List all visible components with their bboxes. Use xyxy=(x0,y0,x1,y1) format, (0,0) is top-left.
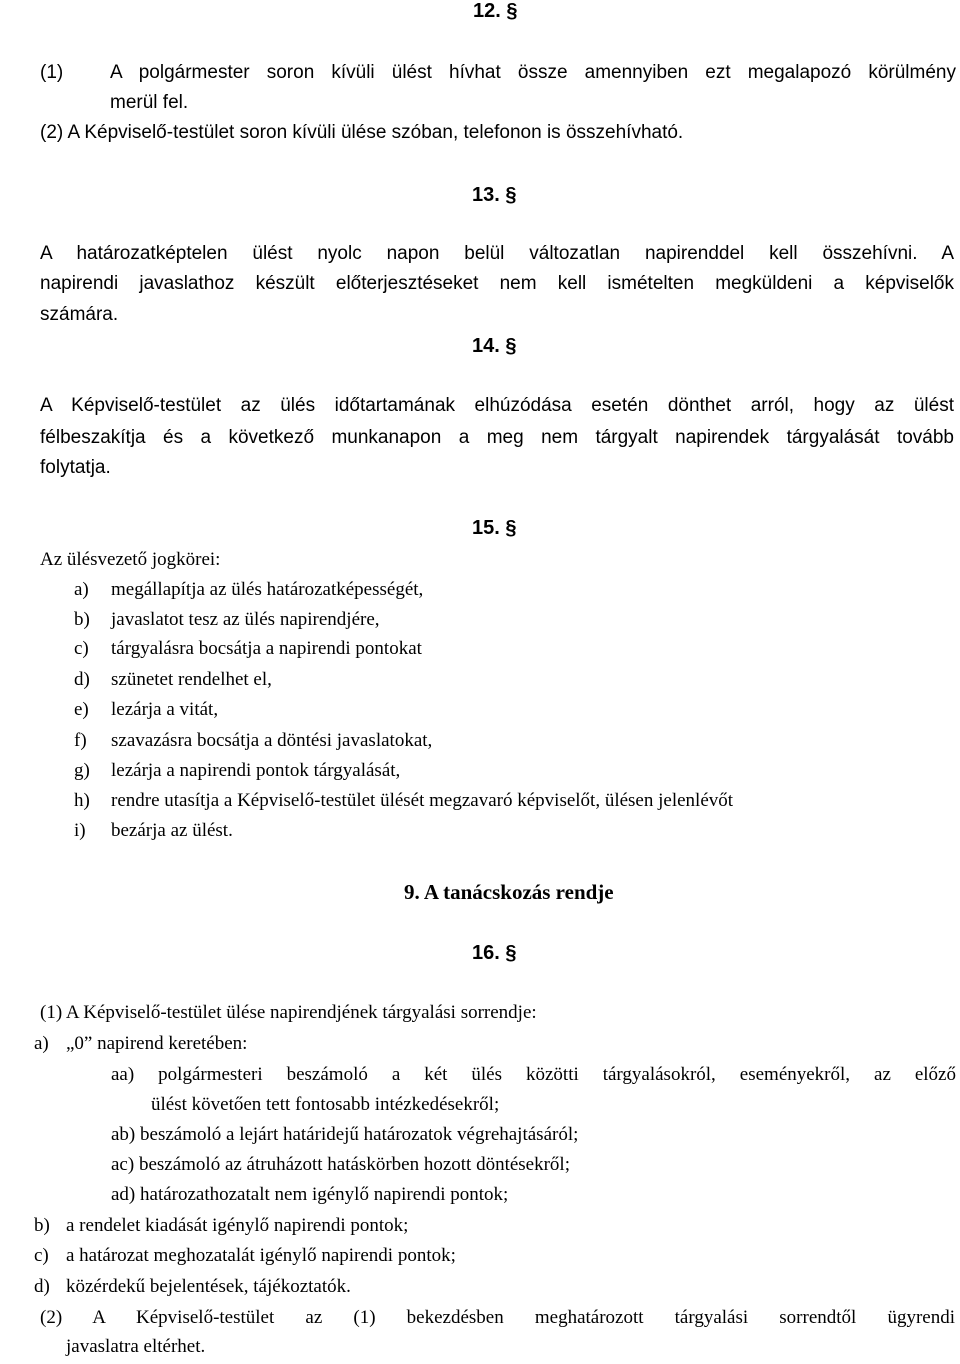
sub-item-ab: ab) beszámoló a lejárt határidejű határozatok végrehajtásáról; xyxy=(111,1124,579,1145)
list-item-marker: a) xyxy=(74,579,89,600)
list-item-text: rendre utasítja a Képviselő-testület ülését megzavaró képviselőt, ülésen jelenlévőt xyxy=(111,790,734,811)
section-13-line-3: számára. xyxy=(40,304,119,325)
sub-item-ac: ac) beszámoló az átruházott hatáskörben hozott döntésekről; xyxy=(111,1154,570,1175)
section-12-paragraph-2: (2) A Képviselő-testület soron kívüli ülése szóban, telefonon is összehívható. xyxy=(40,122,684,143)
list-item-marker: c) xyxy=(34,1245,49,1266)
list-item-marker: i) xyxy=(74,820,86,841)
section-16-paragraph-2-line-1: (2) A Képviselő-testület az (1) bekezdésben meghatározott tárgyalási sorrendtől ügyrendi xyxy=(40,1307,955,1328)
list-item-marker: c) xyxy=(74,638,89,659)
section-14-heading: 14. § xyxy=(472,335,517,357)
list-item-marker: d) xyxy=(74,669,90,690)
list-item-text: közérdekű bejelentések, tájékoztatók. xyxy=(66,1276,351,1297)
list-item-marker: e) xyxy=(74,699,89,720)
list-item-text: bezárja az ülést. xyxy=(111,820,233,841)
section-13-line-1: A határozatképtelen ülést nyolc napon belül változatlan napirenddel kell összehívni. A xyxy=(40,243,954,264)
section-12-paragraph-1-line-2: merül fel. xyxy=(110,92,189,113)
section-13-heading: 13. § xyxy=(472,184,517,206)
section-12-paragraph-1-line-1: A polgármester soron kívüli ülést hívhat össze amennyiben ezt megalapozó körülmény xyxy=(110,62,956,83)
list-item-text: lezárja a napirendi pontok tárgyalását, xyxy=(111,760,401,781)
section-12-heading: 12. § xyxy=(473,0,518,22)
list-item-text: szünetet rendelhet el, xyxy=(111,669,272,690)
list-item-marker: b) xyxy=(74,609,90,630)
section-15-intro: Az ülésvezető jogkörei: xyxy=(40,549,221,570)
list-item-text: „0” napirend keretében: xyxy=(66,1033,248,1054)
list-item-text: lezárja a vitát, xyxy=(111,699,219,720)
section-12-paragraph-1-number: (1) xyxy=(40,62,64,83)
list-item-marker: f) xyxy=(74,730,87,751)
section-16-paragraph-2-line-2: javaslatra eltérhet. xyxy=(66,1336,206,1357)
sub-item-aa-line-2: ülést követően tett fontosabb intézkedésekről; xyxy=(151,1094,500,1115)
section-14-line-1: A Képviselő-testület az ülés időtartamának elhúzódása esetén dönthet arról, hogy az ülést xyxy=(40,395,954,416)
list-item-text: a határozat meghozatalát igénylő napirendi pontok; xyxy=(66,1245,456,1266)
section-14-line-2: félbeszakítja és a következő munkanapon a meg nem tárgyalt napirendek tárgyalását tovább xyxy=(40,427,954,448)
section-15-heading: 15. § xyxy=(472,517,517,539)
list-item-marker: a) xyxy=(34,1033,49,1054)
list-item-marker: g) xyxy=(74,760,90,781)
list-item-text: megállapítja az ülés határozatképességét, xyxy=(111,579,424,600)
chapter-9-title: 9. A tanácskozás rendje xyxy=(404,880,614,904)
list-item-text: a rendelet kiadását igénylő napirendi pontok; xyxy=(66,1215,409,1236)
section-16-paragraph-1: (1) A Képviselő-testület ülése napirendjének tárgyalási sorrendje: xyxy=(40,1002,537,1023)
section-16-heading: 16. § xyxy=(472,942,517,964)
list-item-text: szavazásra bocsátja a döntési javaslatokat, xyxy=(111,730,433,751)
list-item-text: javaslatot tesz az ülés napirendjére, xyxy=(111,609,380,630)
sub-item-aa-line-1: aa) polgármesteri beszámoló a két ülés közötti tárgyalásokról, eseményekről, az előző xyxy=(111,1064,956,1085)
section-14-line-3: folytatja. xyxy=(40,457,111,478)
list-item-text: tárgyalásra bocsátja a napirendi pontokat xyxy=(111,638,422,659)
list-item-marker: d) xyxy=(34,1276,50,1297)
list-item-marker: b) xyxy=(34,1215,50,1236)
sub-item-ad: ad) határozathozatalt nem igénylő napirendi pontok; xyxy=(111,1184,509,1205)
section-13-line-2: napirendi javaslathoz készült előterjesztéseket nem kell ismételten megküldeni a képviselők xyxy=(40,273,954,294)
list-item-marker: h) xyxy=(74,790,90,811)
